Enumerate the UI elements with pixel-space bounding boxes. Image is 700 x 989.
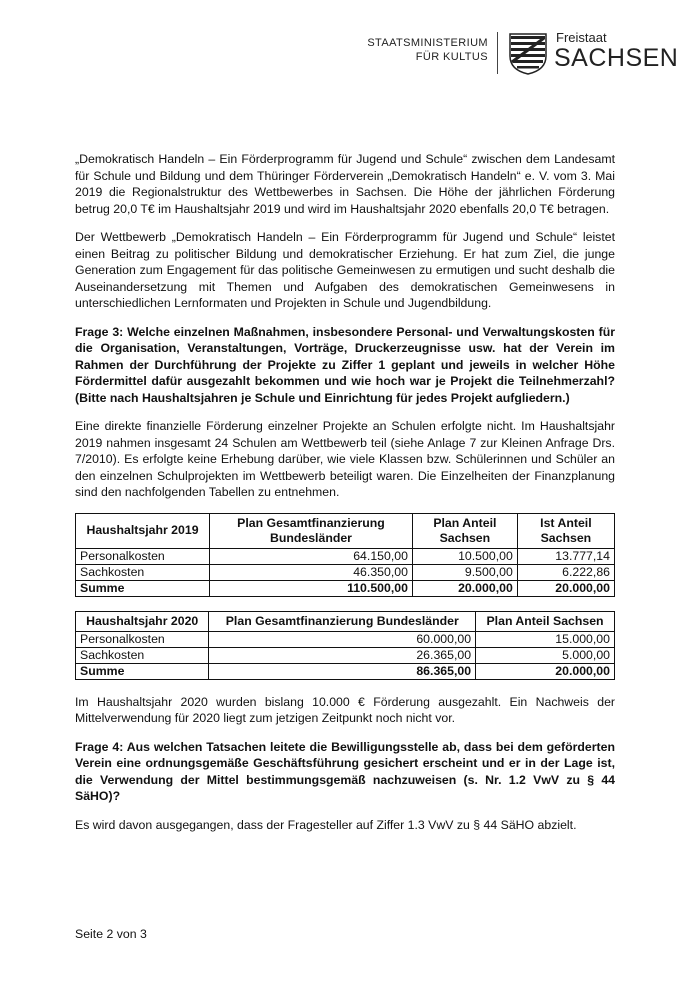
page-number: Seite 2 von 3	[75, 927, 147, 941]
paragraph-intro: „Demokratisch Handeln – Ein Förderprogramm für Jugend und Schule“ zwischen dem Landesamt für Schule und Bildung und dem Thüringer Förderverein „Demokratisch Handeln“ e. V. vom 3. Mai 2019 die Regionalstruktur des Wettbewerbes in Sachsen. Die Höhe der jährlichen Förderung betrug 20,0 T€ im Haushaltsjahr 2019 und wird im Haushaltsjahr 2020 ebenfalls 20,0 T€ betragen.	[75, 152, 615, 216]
table-cell: 26.365,00	[209, 647, 476, 663]
table-header-row	[76, 513, 615, 548]
question-3: Frage 3: Welche einzelnen Maßnahmen, insbesondere Personal- und Verwaltungskosten für die Organisation, Veranstaltungen, Vorträge, Druckerzeugnisse usw. hat der Verein im Rahmen der Durchführung der Projekte zu Ziffer 1 geplant und jeweils in welcher Höhe Fördermittel dafür ausgezahlt bekommen und wie hoch war je Projekt die Teilnehmerzahl? (Bitte nach Haushaltsjahren je Schule und Einrichtung für jedes Projekt aufgliedern.)	[75, 324, 615, 405]
table-sum-row	[76, 580, 615, 596]
table-cell: 60.000,00	[209, 631, 476, 647]
table-cell: 110.500,00	[210, 580, 413, 596]
ministry-line-1: STAATSMINISTERIUM	[367, 37, 488, 49]
paragraph-competition: Der Wettbewerb „Demokratisch Handeln – Ein Förderprogramm für Jugend und Schule“ leistet einen Beitrag zu politischer Bildung und demokratischer Erziehung. Er hat zum Ziel, die junge Generation zum Engagement für das politische Gemeinwesen zu ermutigen und sucht deshalb die Auseinandersetzung mit Themen und Aufgaben des demokratischen Gemeinwesens in unterschiedlichen Lernformaten und Projekten in Schule und Jugendbildung.	[75, 230, 615, 310]
coat-of-arms-icon	[508, 32, 548, 76]
table-header-cell: Plan Gesamtfinanzierung Bundesländer	[210, 513, 413, 548]
paragraph-payout-2020: Im Haushaltsjahr 2020 wurden bislang 10.000 € Förderung ausgezahlt. Ein Nachweis der Mittelverwendung für 2020 liegt zum jetzigen Zeitpunkt noch nicht vor.	[75, 694, 615, 725]
table-cell: 5.000,00	[476, 647, 615, 663]
table-cell: 13.777,14	[517, 548, 614, 564]
table-cell: Personalkosten	[76, 548, 210, 564]
table-cell: 64.150,00	[210, 548, 413, 564]
table-header-cell: Plan Gesamtfinanzierung Bundesländer	[209, 611, 476, 631]
logo-sachsen: SACHSEN	[554, 44, 679, 72]
saxony-logo	[508, 30, 679, 78]
ministry-name	[367, 36, 488, 64]
table-cell: 20.000,00	[517, 580, 614, 596]
table-cell: 20.000,00	[412, 580, 517, 596]
letterhead	[367, 24, 679, 80]
header-divider	[497, 32, 498, 74]
table-cell: Summe	[76, 663, 209, 679]
table-cell: 9.500,00	[412, 564, 517, 580]
table-row	[76, 647, 615, 663]
ministry-line-2: FÜR KULTUS	[415, 51, 488, 63]
table-row	[76, 548, 615, 564]
table-header-row	[76, 611, 615, 631]
table-cell: Sachkosten	[76, 647, 209, 663]
table-sum-row	[76, 663, 615, 679]
table-header-cell: Haushaltsjahr 2019	[76, 513, 210, 548]
table-row	[76, 564, 615, 580]
budget-table-2019	[75, 513, 615, 597]
document-body	[75, 151, 615, 833]
question-4: Frage 4: Aus welchen Tatsachen leitete die Bewilligungsstelle ab, dass bei dem geförderten Verein eine ordnungsgemäße Geschäftsführung gesichert erscheint und er in der Lage ist, die Verwendung der Mittel bestimmungsgemäß nachzuweisen (s. Nr. 1.2 VwV zu § 44 SäHO)?	[75, 739, 615, 803]
table-header-cell: Haushaltsjahr 2020	[76, 611, 209, 631]
table-cell: 20.000,00	[476, 663, 615, 679]
logo-freistaat: Freistaat	[556, 30, 607, 45]
table-cell: 86.365,00	[209, 663, 476, 679]
table-header-cell: Plan Anteil Sachsen	[412, 513, 517, 548]
table-row	[76, 631, 615, 647]
table-cell: 15.000,00	[476, 631, 615, 647]
table-header-cell: Plan Anteil Sachsen	[476, 611, 615, 631]
table-cell: 6.222,86	[517, 564, 614, 580]
answer-4: Es wird davon ausgegangen, dass der Fragesteller auf Ziffer 1.3 VwV zu § 44 SäHO abzielt.	[75, 817, 577, 832]
answer-3: Eine direkte finanzielle Förderung einzelner Projekte an Schulen erfolgte nicht. Im Haushaltsjahr 2019 nahmen insgesamt 24 Schulen am Wettbewerb teil (siehe Anlage 7 zur Kleinen Anfrage Drs. 7/2010). Es erfolgte keine Erhebung darüber, wie viele Klassen bzw. Schülerinnen und Schüler an den einzelnen Schulprojekten im Wettbewerb beteiligt waren. Die Einzelheiten der Finanzplanung sind den nachfolgenden Tabellen zu entnehmen.	[75, 419, 615, 499]
table-cell: Personalkosten	[76, 631, 209, 647]
table-cell: 46.350,00	[210, 564, 413, 580]
table-cell: 10.500,00	[412, 548, 517, 564]
table-cell: Summe	[76, 580, 210, 596]
table-header-cell: Ist Anteil Sachsen	[517, 513, 614, 548]
budget-table-2020	[75, 611, 615, 680]
table-cell: Sachkosten	[76, 564, 210, 580]
